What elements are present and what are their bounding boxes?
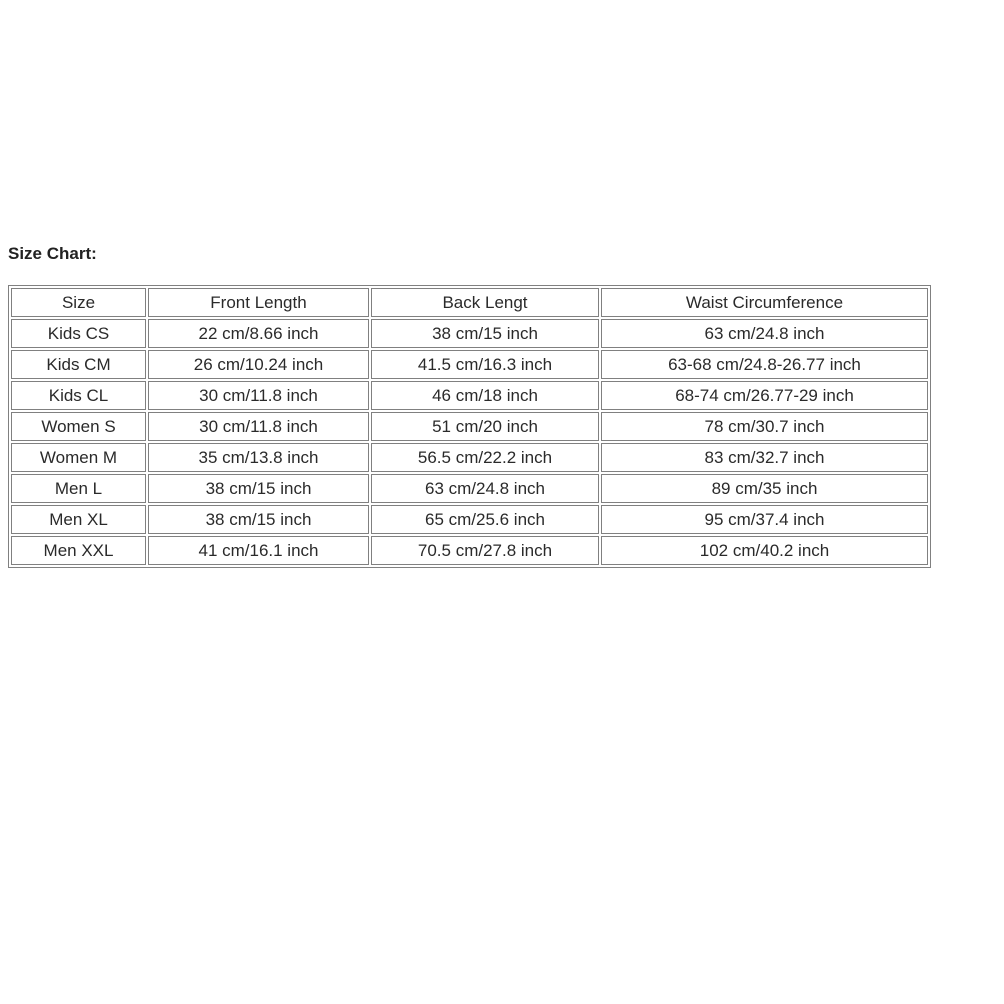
table-cell-size: Women S	[11, 412, 146, 441]
table-cell-size: Kids CM	[11, 350, 146, 379]
table-cell-waist: 83 cm/32.7 inch	[601, 443, 928, 472]
table-cell-back-length: 56.5 cm/22.2 inch	[371, 443, 599, 472]
table-cell-back-length: 51 cm/20 inch	[371, 412, 599, 441]
table-cell-back-length: 38 cm/15 inch	[371, 319, 599, 348]
header-cell-back-length: Back Lengt	[371, 288, 599, 317]
table-cell-back-length: 46 cm/18 inch	[371, 381, 599, 410]
size-chart-table	[8, 285, 931, 568]
table-cell-waist: 68-74 cm/26.77-29 inch	[601, 381, 928, 410]
table-cell-front-length: 35 cm/13.8 inch	[148, 443, 369, 472]
table-row	[11, 350, 928, 379]
table-cell-front-length: 26 cm/10.24 inch	[148, 350, 369, 379]
table-cell-waist: 78 cm/30.7 inch	[601, 412, 928, 441]
table-cell-back-length: 70.5 cm/27.8 inch	[371, 536, 599, 565]
table-cell-waist: 63-68 cm/24.8-26.77 inch	[601, 350, 928, 379]
table-cell-back-length: 65 cm/25.6 inch	[371, 505, 599, 534]
table-cell-size: Men L	[11, 474, 146, 503]
table-cell-front-length: 38 cm/15 inch	[148, 474, 369, 503]
table-row	[11, 412, 928, 441]
table-cell-front-length: 22 cm/8.66 inch	[148, 319, 369, 348]
table-cell-size: Men XXL	[11, 536, 146, 565]
table-cell-size: Kids CS	[11, 319, 146, 348]
page-title: Size Chart:	[8, 244, 97, 263]
table-row	[11, 474, 928, 503]
table-cell-back-length: 63 cm/24.8 inch	[371, 474, 599, 503]
table-cell-size: Kids CL	[11, 381, 146, 410]
table-cell-front-length: 38 cm/15 inch	[148, 505, 369, 534]
header-cell-front-length: Front Length	[148, 288, 369, 317]
header-cell-size: Size	[11, 288, 146, 317]
table-cell-front-length: 30 cm/11.8 inch	[148, 381, 369, 410]
table-row	[11, 319, 928, 348]
table-cell-waist: 95 cm/37.4 inch	[601, 505, 928, 534]
table-cell-size: Men XL	[11, 505, 146, 534]
header-cell-waist-circumference: Waist Circumference	[601, 288, 928, 317]
table-cell-front-length: 30 cm/11.8 inch	[148, 412, 369, 441]
table-cell-front-length: 41 cm/16.1 inch	[148, 536, 369, 565]
table-row	[11, 381, 928, 410]
table-cell-waist: 102 cm/40.2 inch	[601, 536, 928, 565]
table-cell-waist: 89 cm/35 inch	[601, 474, 928, 503]
table-row	[11, 443, 928, 472]
table-row	[11, 505, 928, 534]
table-cell-size: Women M	[11, 443, 146, 472]
table-header-row	[11, 288, 928, 317]
table-cell-back-length: 41.5 cm/16.3 inch	[371, 350, 599, 379]
table-cell-waist: 63 cm/24.8 inch	[601, 319, 928, 348]
table-row	[11, 536, 928, 565]
